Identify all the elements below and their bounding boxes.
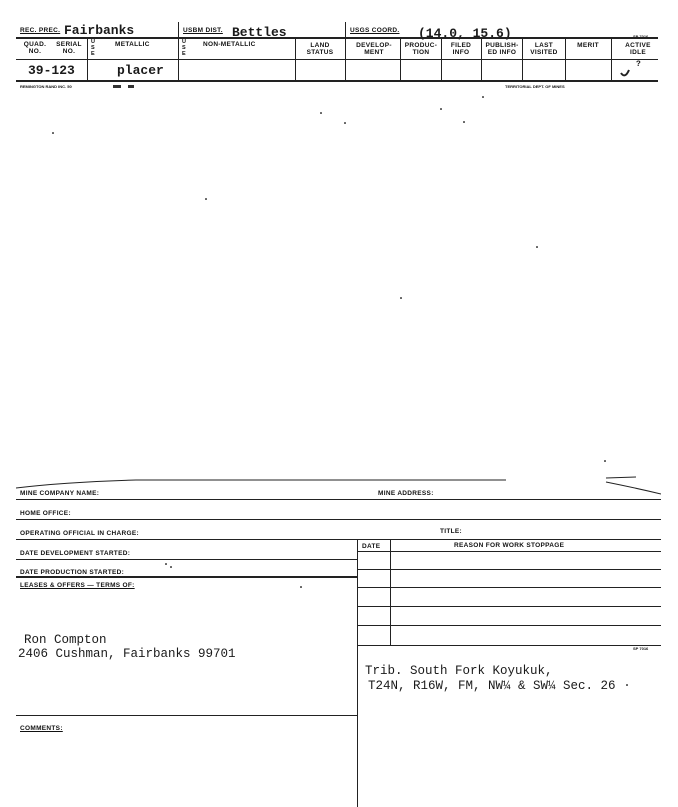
owner-name: Ron Compton (24, 633, 107, 647)
printer-marks (113, 85, 121, 88)
col-serial-no: SERIAL NO. (56, 41, 82, 55)
home-office-label: HOME OFFICE: (20, 510, 71, 517)
col-development: DEVELOP-MENT (356, 42, 392, 56)
mine-company-label: MINE COMPANY NAME: (20, 490, 100, 497)
title-label: TITLE: (440, 528, 463, 535)
owner-address: 2406 Cushman, Fairbanks 99701 (18, 647, 236, 661)
col-nonmetallic: NON-METALLIC (203, 41, 256, 48)
comments-label: COMMENTS: (20, 725, 63, 732)
check-mark-icon (618, 64, 636, 80)
col-filed-info: FILED INFO (450, 42, 472, 56)
operating-official-label: OPERATING OFFICIAL IN CHARGE: (20, 530, 139, 537)
usgs-coord-label: USGS COORD. (350, 27, 400, 34)
rec-prec-label: REC. PREC. (20, 27, 61, 34)
col-production: PRODUC-TION (404, 42, 438, 56)
metallic-value: placer (117, 63, 164, 78)
reason-col-header: REASON FOR WORK STOPPAGE (454, 542, 565, 549)
printer-marks-2 (128, 85, 134, 88)
form-code-top: SP 7016 (633, 34, 649, 39)
mine-address-label: MINE ADDRESS: (378, 490, 434, 497)
date-col-header: DATE (362, 543, 381, 550)
territorial-dept: TERRITORIAL DEPT. OF MINES (505, 84, 565, 89)
location-line-2: T24N, R16W, FM, NW¼ & SW¼ Sec. 26 (368, 679, 616, 693)
col-metallic-prefix: USE (91, 39, 96, 57)
date-prod-started-label: DATE PRODUCTION STARTED: (20, 569, 125, 576)
col-last-visited: LAST VISITED (530, 42, 558, 56)
location-line-1: Trib. South Fork Koyukuk, (365, 664, 553, 678)
col-merit: MERIT (577, 42, 599, 49)
col-metallic: METALLIC (115, 41, 150, 48)
usbm-dist-value: Bettles (232, 25, 287, 40)
rec-prec-value: Fairbanks (64, 23, 135, 38)
usgs-coord-value: (14.0, 15.6) (418, 26, 512, 41)
torn-top-edge (16, 476, 661, 496)
col-active-idle: ACTIVE IDLE (625, 42, 651, 56)
active-idle-mark: ? (636, 60, 641, 69)
printer-imprint: REMINGTON RAND INC. 50 (20, 84, 72, 89)
col-nonmetallic-prefix: USE (182, 39, 187, 57)
date-dev-started-label: DATE DEVELOPMENT STARTED: (20, 550, 131, 557)
quad-serial-value: 39-123 (28, 63, 75, 78)
col-published-info: PUBLISH-ED INFO (485, 42, 519, 56)
usbm-dist-label: USBM DIST. (183, 27, 223, 34)
col-quad-no: QUAD. NO. (23, 41, 47, 55)
leases-label: LEASES & OFFERS — TERMS OF: (20, 582, 135, 589)
col-land-status: LAND STATUS (306, 42, 334, 56)
form-code-lower: SP 7016 (633, 646, 649, 651)
